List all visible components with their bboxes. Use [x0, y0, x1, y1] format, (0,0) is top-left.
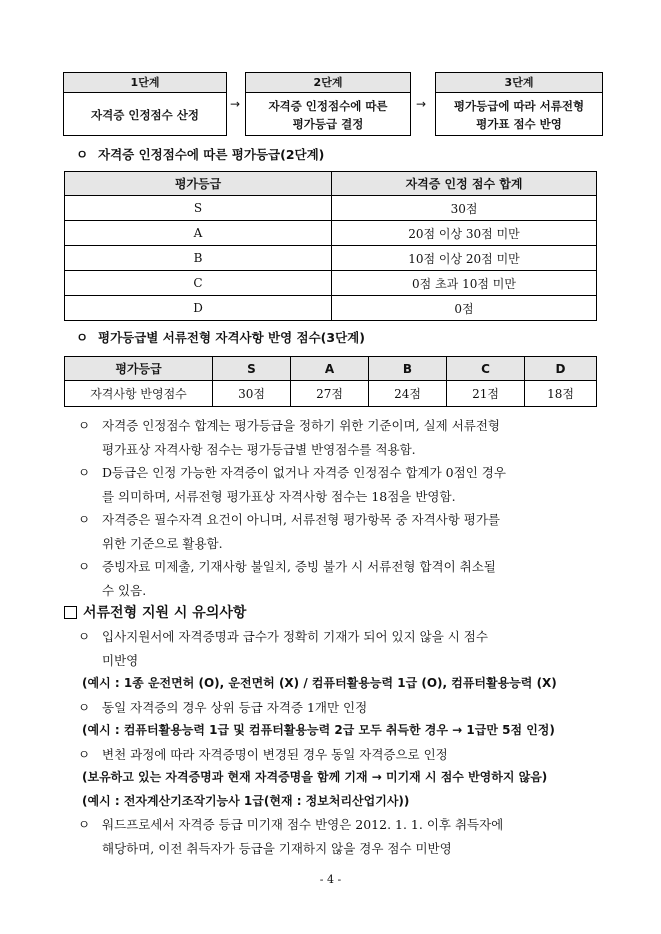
notes-list [78, 414, 608, 602]
table1-cell: 30점 [332, 196, 597, 221]
example-line: (예시 : 1종 운전면허 (O), 운전면허 (X) / 컴퓨터활용능력 1급 (O), 컴퓨터활용능력 (X) [82, 676, 557, 690]
note-line: 해당하며, 이전 취득자가 등급을 기재하지 않을 경우 점수 미반영 [102, 840, 452, 856]
flow-arrow-2: → [416, 97, 427, 111]
table1-cell: B [65, 246, 332, 271]
note-line: 워드프로세서 자격증 등급 미기재 점수 반영은 2012. 1. 1. 이후 취득자에 [102, 817, 504, 832]
table2-header: C [447, 357, 525, 381]
flow-step-1 [63, 72, 227, 136]
table1-title [76, 145, 324, 163]
bullet-icon: ㅇ [78, 559, 91, 574]
bullet-icon: ㅇ [78, 746, 91, 762]
grade-score-table [64, 356, 597, 407]
table1-cell: D [65, 296, 332, 321]
note-line: 미반영 [102, 652, 139, 668]
note-line: 자격증 인정점수 합계는 평가등급을 정하기 위한 기준이며, 실제 서류전형 [102, 418, 501, 433]
table1-header-score: 자격증 인정 점수 합계 [332, 172, 597, 196]
note-item [78, 696, 608, 720]
flow-step-2-body [246, 93, 410, 137]
table2-title-text: 평가등급별 서류전형 자격사항 반영 점수(3단계) [98, 330, 365, 345]
bullet-icon: ㅇ [78, 817, 91, 832]
bullet-icon: ㅇ [78, 699, 91, 715]
table1-title-text: 자격증 인정점수에 따른 평가등급(2단계) [98, 147, 325, 162]
note-item [78, 508, 608, 555]
note-line: 변천 과정에 따라 자격증명이 변경된 경우 동일 자격증으로 인정 [102, 746, 448, 762]
bullet-icon: ㅇ [78, 629, 91, 644]
note-item [78, 414, 608, 461]
flow-step-2-line1: 자격증 인정점수에 따른 [268, 99, 388, 113]
flow-arrow-1: → [230, 97, 241, 111]
flow-step-2-line2: 평가등급 결정 [292, 117, 364, 131]
flow-step-2-head: 2단계 [246, 73, 410, 93]
section-notes [78, 625, 608, 860]
flow-step-3-line2: 평가표 점수 반영 [476, 117, 562, 131]
bullet-icon: ㅇ [78, 418, 91, 433]
table2-header: B [369, 357, 447, 381]
table1-header-grade: 평가등급 [65, 172, 332, 196]
example-line: (보유하고 있는 자격증명과 현재 자격증명을 함께 기재 → 미기재 시 점수 반영하지 않음) [82, 770, 548, 784]
note-line: 증빙자료 미제출, 기재사항 불일치, 증빙 불가 시 서류전형 합격이 취소될 [102, 559, 496, 574]
note-line: 수 있음. [102, 582, 147, 598]
table1-cell: 0점 [332, 296, 597, 321]
table2-cell: 18점 [525, 381, 597, 407]
example-line: (예시 : 전자계산기조작기능사 1급(현재 : 정보처리산업기사)) [82, 793, 410, 808]
table1-cell: S [65, 196, 332, 221]
table2-cell: 24점 [369, 381, 447, 407]
note-item [78, 555, 608, 602]
flow-step-2 [245, 72, 411, 136]
flow-step-1-body [64, 93, 226, 137]
table1-cell: 10점 이상 20점 미만 [332, 246, 597, 271]
flow-step-1-head: 1단계 [64, 73, 226, 93]
table2-header: 평가등급 [65, 357, 213, 381]
process-flow-diagram [63, 72, 603, 136]
checkbox-square-icon [64, 606, 77, 619]
table1-cell: C [65, 271, 332, 296]
flow-step-3-head: 3단계 [436, 73, 602, 93]
table2-cell: 30점 [213, 381, 291, 407]
table2-cell: 27점 [291, 381, 369, 407]
table2-title [76, 328, 365, 346]
note-line: D등급은 인정 가능한 자격증이 없거나 자격증 인정점수 합계가 0점인 경우 [102, 465, 506, 480]
bullet-icon: ㅇ [76, 147, 89, 162]
grade-criteria-table [64, 171, 597, 321]
page-number: - 4 - [319, 873, 342, 886]
table1-cell: 20점 이상 30점 미만 [332, 221, 597, 246]
note-item [78, 461, 608, 508]
note-line: 입사지원서에 자격증명과 급수가 정확히 기재가 되어 있지 않을 시 점수 [102, 629, 488, 644]
flow-step-3-body [436, 93, 602, 137]
note-line: 자격증은 필수자격 요건이 아니며, 서류전형 평가항목 중 자격사항 평가를 [102, 512, 501, 527]
note-item [78, 743, 608, 767]
note-line: 동일 자격증의 경우 상위 등급 자격증 1개만 인정 [102, 699, 368, 715]
flow-step-1-text: 자격증 인정점수 산정 [91, 108, 199, 122]
table2-header: D [525, 357, 597, 381]
section-heading [64, 602, 246, 622]
bullet-icon: ㅇ [78, 465, 91, 480]
note-line: 평가표상 자격사항 점수는 평가등급별 반영점수를 적용함. [102, 441, 416, 457]
note-line: 위한 기준으로 활용함. [102, 535, 223, 551]
table2-header: A [291, 357, 369, 381]
note-item [78, 813, 608, 860]
table2-cell: 21점 [447, 381, 525, 407]
bullet-icon: ㅇ [78, 512, 91, 527]
note-item [78, 625, 608, 672]
table2-header: S [213, 357, 291, 381]
table1-cell: A [65, 221, 332, 246]
section-title: 서류전형 지원 시 유의사항 [83, 605, 247, 621]
example-line: (예시 : 컴퓨터활용능력 1급 및 컴퓨터활용능력 2급 모두 취득한 경우 → 1급만 5점 인정) [82, 723, 555, 737]
flow-step-3-line1: 평가등급에 따라 서류전형 [453, 99, 585, 113]
table1-cell: 0점 초과 10점 미만 [332, 271, 597, 296]
note-line: 를 의미하며, 서류전형 평가표상 자격사항 점수는 18점을 반영함. [102, 488, 456, 504]
bullet-icon: ㅇ [76, 330, 89, 345]
flow-step-3 [435, 72, 603, 136]
table2-cell: 자격사항 반영점수 [65, 381, 213, 407]
